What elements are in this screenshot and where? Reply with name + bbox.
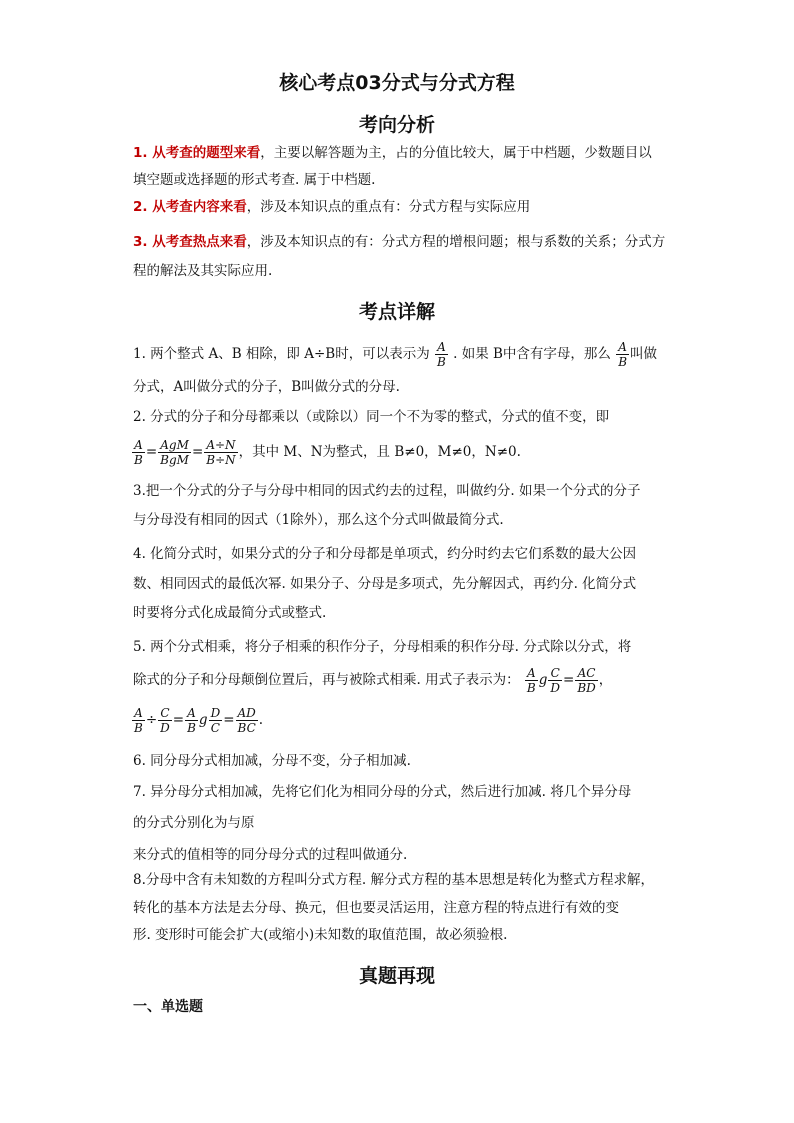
equals-sign: = xyxy=(145,444,158,460)
numerator: AD xyxy=(237,706,256,720)
denominator: B xyxy=(187,721,196,735)
denominator: B xyxy=(618,355,628,369)
denominator: B xyxy=(437,355,446,369)
section-heading-analysis: 考向分析 xyxy=(358,114,435,136)
equals-sign: = xyxy=(223,712,235,728)
fraction-a-over-b-2 xyxy=(616,340,629,369)
subheading-single-choice: 一、单选题 xyxy=(133,999,203,1015)
detail-item-1-text-a: 1. 两个整式 A、B 相除，即 A÷B时，可以表示为 xyxy=(133,346,430,362)
fraction-a-b xyxy=(132,706,145,735)
multiply-dot: g xyxy=(198,712,208,728)
detail-item-8-line-3: 形. 变形时可能会扩大(或缩小)未知数的取值范围，故必须验根. xyxy=(133,927,508,943)
denominator: B xyxy=(134,721,143,735)
analysis-item-2 xyxy=(133,197,530,217)
fraction-an-bn xyxy=(204,438,237,467)
fraction-a-over-b xyxy=(435,340,448,369)
analysis-item-3-line-2: 程的解法及其实际应用. xyxy=(133,263,273,279)
numerator: A xyxy=(187,706,196,720)
denominator: B÷N xyxy=(206,453,236,467)
numerator: A xyxy=(526,666,536,680)
detail-item-8-line-1: 8.分母中含有未知数的方程叫分式方程. 解分式方程的基本思想是转化为整式方程求解， xyxy=(133,872,654,888)
detail-item-1-text-c: 叫做 xyxy=(630,346,658,362)
section-heading-past-exams: 真题再现 xyxy=(358,965,435,987)
analysis-item-1-line-2: 填空题或选择题的形式考查. 属于中档题. xyxy=(133,172,376,188)
fraction-a-b xyxy=(525,666,538,695)
equals-sign: = xyxy=(172,712,185,728)
analysis-item-1-lead: 1. 从考查的题型来看 xyxy=(133,145,261,161)
fraction-agm-bgm xyxy=(158,438,191,467)
detail-item-1-text-b: . 如果 B中含有字母，那么 xyxy=(453,346,611,362)
numerator: D xyxy=(210,706,221,720)
denominator: D xyxy=(160,721,170,735)
numerator: C xyxy=(160,706,170,720)
numerator: A xyxy=(437,340,446,354)
detail-item-2-text-b: ，其中 M、N为整式，且 B≠0，M≠0，N≠0. xyxy=(238,444,521,460)
numerator: AC xyxy=(577,666,596,680)
analysis-item-1-text-a: ，主要以解答题为主，占的分值比较大，属于中档题，少数题目以 xyxy=(260,145,652,161)
equals-sign: = xyxy=(191,444,204,460)
denominator: BD xyxy=(577,681,596,695)
analysis-item-3-lead: 3. 从考查热点来看 xyxy=(133,234,247,250)
denominator: B xyxy=(134,453,143,467)
page-title: 核心考点03分式与分式方程 xyxy=(279,72,515,94)
analysis-item-2-text: ，涉及本知识点的重点有：分式方程与实际应用 xyxy=(246,199,531,215)
period: . xyxy=(258,712,264,728)
detail-item-5-text-b: 除式的分子和分母颠倒位置后，再与被除式相乘. 用式子表示为： xyxy=(133,672,520,688)
fraction-ad-bc xyxy=(236,706,258,735)
numerator: C xyxy=(550,666,560,680)
detail-item-1-line-2: 分式，A叫做分式的分子，B叫做分式的分母. xyxy=(133,379,400,395)
detail-item-8-line-2: 转化的基本方法是去分母、换元，但也要灵活运用，注意方程的特点进行有效的变 xyxy=(133,900,619,916)
denominator: C xyxy=(209,720,223,735)
multiply-dot: g xyxy=(538,672,548,688)
detail-item-5-line-3 xyxy=(131,706,263,735)
section-heading-details: 考点详解 xyxy=(358,301,435,323)
detail-item-4-line-3: 时要将分式化成最简分式或整式. xyxy=(133,605,327,621)
detail-item-3-line-2: 与分母没有相同的因式（1除外），那么这个分式叫做最简分式. xyxy=(133,512,504,528)
denominator: B xyxy=(526,681,536,695)
detail-item-6: 6. 同分母分式相加减，分母不变，分子相加减. xyxy=(133,753,411,769)
detail-item-7-line-1: 7. 异分母分式相加减，先将它们化为相同分母的分式，然后进行加减. 将几个异分母 xyxy=(133,784,632,800)
fraction-a-b-2 xyxy=(185,706,198,735)
fraction-c-d xyxy=(548,666,562,695)
analysis-item-1-line-1 xyxy=(133,143,652,163)
equals-sign: = xyxy=(563,672,575,688)
numerator: A xyxy=(618,340,627,354)
divide-sign: ÷ xyxy=(145,712,158,728)
detail-item-4-line-2: 数、相同因式的最低次幂. 如果分子、分母是多项式，先分解因式，再约分. 化简分式 xyxy=(133,576,637,592)
detail-item-7-line-3: 来分式的值相等的同分母分式的过程叫做通分. xyxy=(133,847,408,863)
detail-item-4-line-1: 4. 化简分式时，如果分式的分子和分母都是单项式，约分时约去它们系数的最大公因 xyxy=(133,546,637,562)
comma: ， xyxy=(598,672,613,688)
numerator: A÷N xyxy=(206,438,236,452)
denominator: BgM xyxy=(160,453,189,467)
denominator: D xyxy=(550,681,560,695)
detail-item-7-line-2: 的分式分别化为与原 xyxy=(133,815,255,831)
detail-item-5-line-2 xyxy=(133,666,612,695)
analysis-item-3-text-a: ，涉及本知识点的有：分式方程的增根问题；根与系数的关系；分式方 xyxy=(246,234,666,250)
detail-item-2-line-1: 2. 分式的分子和分母都乘以（或除以）同一个不为零的整式，分式的值不变，即 xyxy=(133,409,610,425)
fraction-d-c xyxy=(209,706,223,735)
numerator: AgM xyxy=(160,438,189,452)
detail-item-1-line-1 xyxy=(133,340,657,369)
numerator: A xyxy=(134,706,143,720)
detail-item-5-line-1: 5. 两个分式相乘，将分子相乘的积作分子，分母相乘的积作分母. 分式除以分式，将 xyxy=(133,639,632,655)
numerator: A xyxy=(134,438,143,452)
fraction-c-d xyxy=(158,706,172,735)
detail-item-2-line-2 xyxy=(131,438,521,467)
fraction-a-b xyxy=(132,438,145,467)
denominator: BC xyxy=(236,720,258,735)
analysis-item-3-line-1 xyxy=(133,232,665,252)
analysis-item-2-lead: 2. 从考查内容来看 xyxy=(133,199,247,215)
detail-item-3-line-1: 3.把一个分式的分子与分母中相同的因式约去的过程，叫做约分. 如果一个分式的分子 xyxy=(133,483,641,499)
fraction-ac-bd xyxy=(575,666,597,695)
